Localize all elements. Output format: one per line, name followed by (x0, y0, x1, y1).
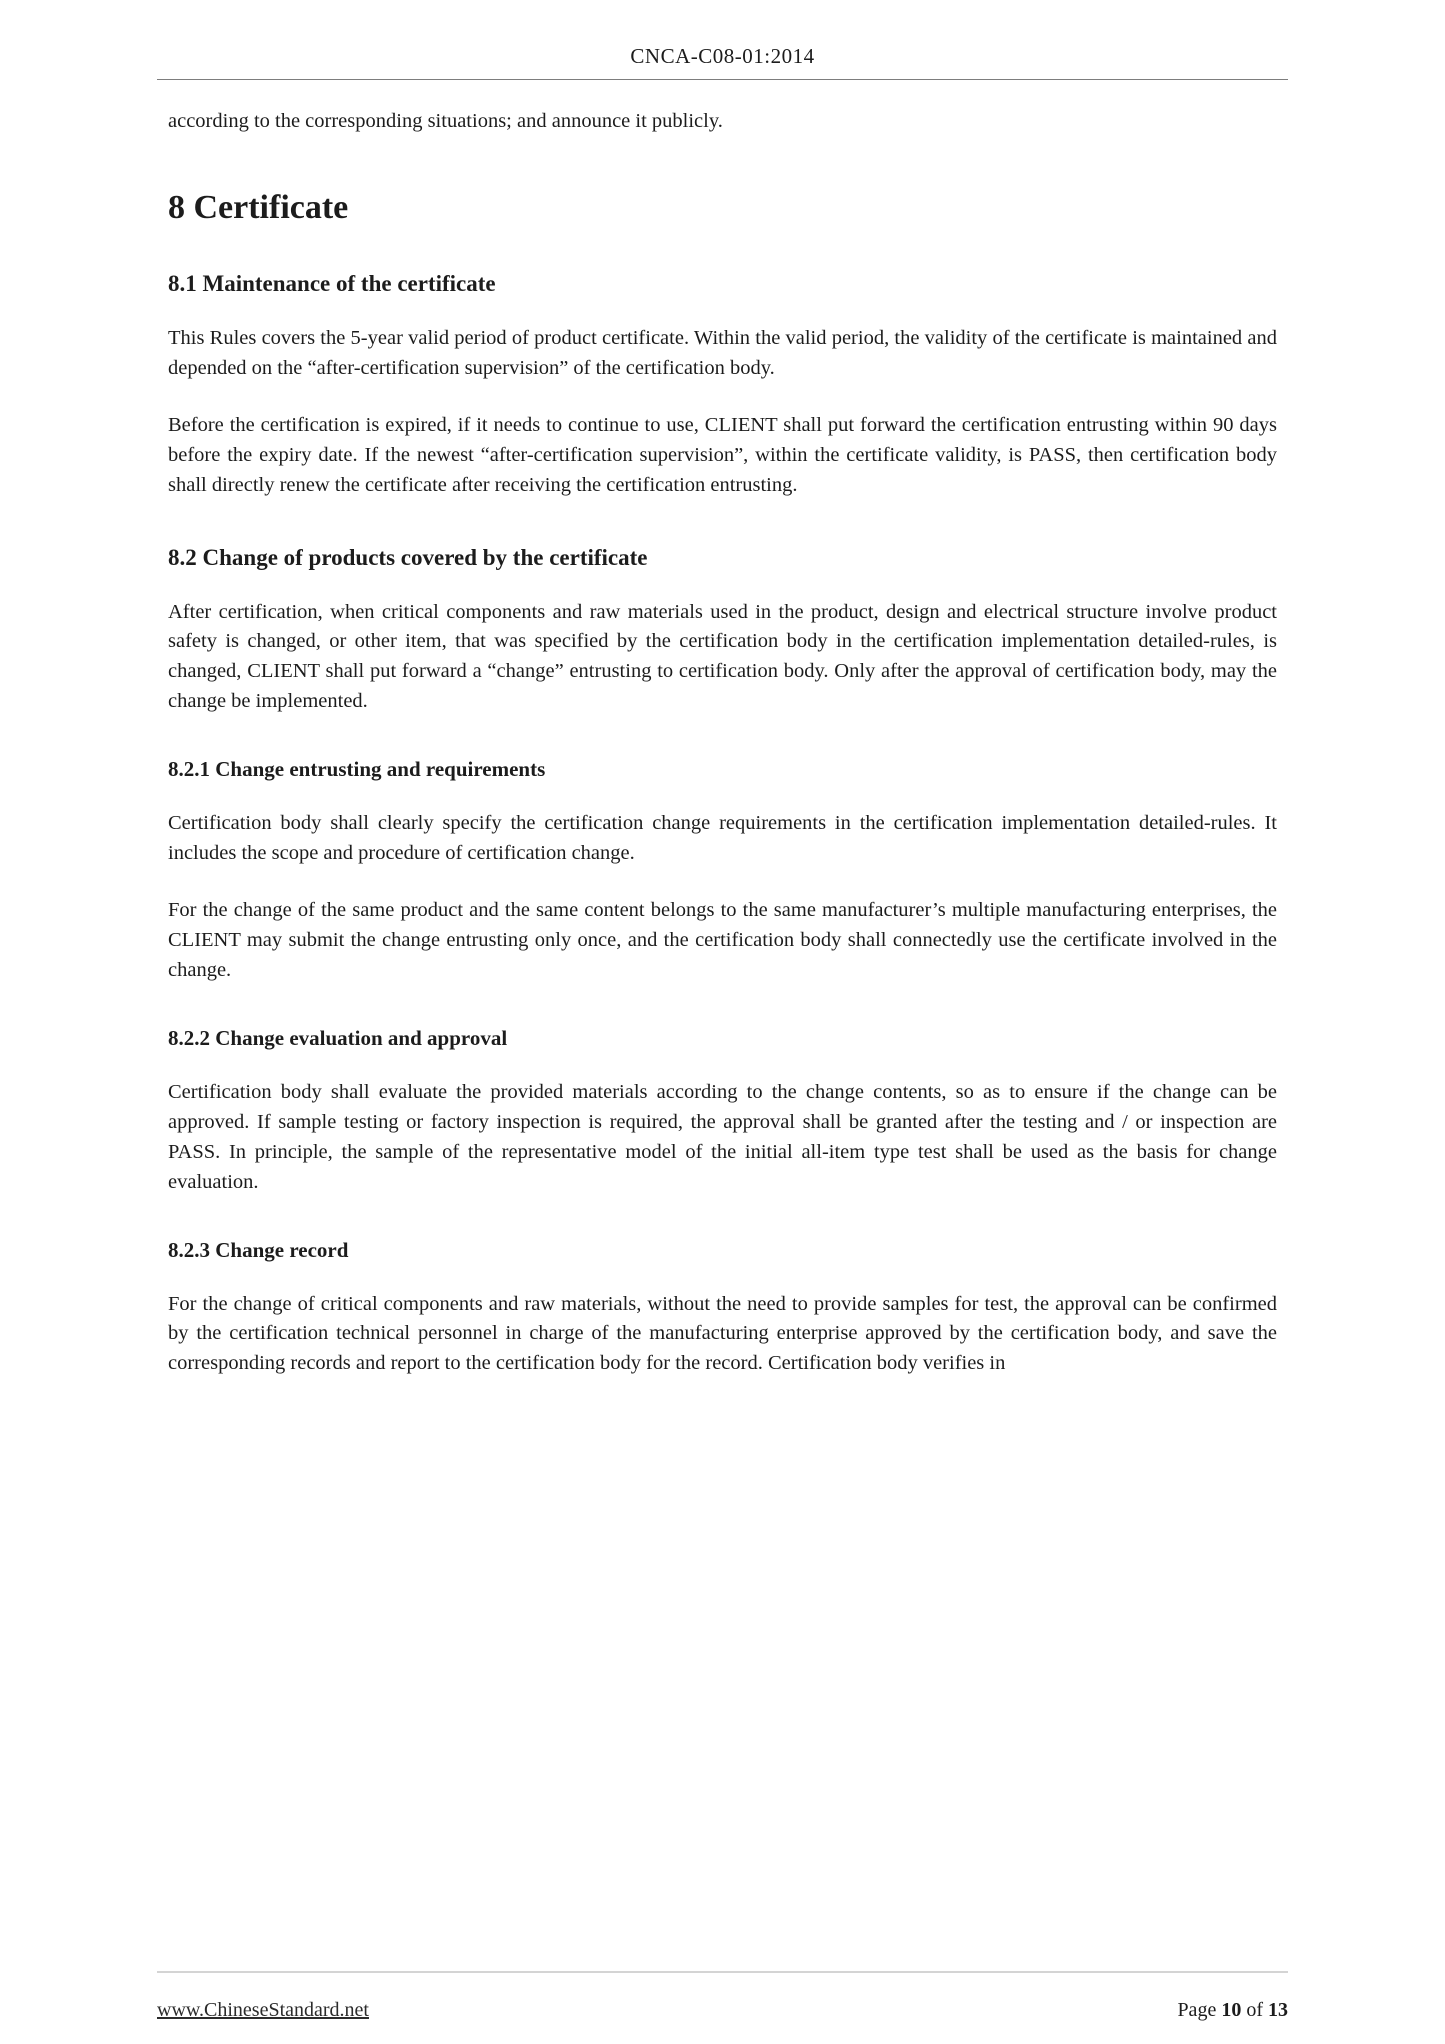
page-indicator (1177, 1999, 1288, 2022)
paragraph-intro: according to the corresponding situations; and announce it publicly. (168, 110, 723, 132)
section-8-2-2-heading: 8.2.2 Change evaluation and approval (168, 1025, 508, 1050)
section-8-2-heading: 8.2 Change of products covered by the certificate (168, 544, 648, 570)
paragraph-8-2-1-b: For the change of the same product and the same content belongs to the same manufacturer’s multiple manufacturing enterprises, the CLIENT may submit the change entrusting only once, and the certification body shall connectedly use the certificate involved in the change. (168, 899, 1277, 981)
paragraph-8-1-b: Before the certification is expired, if it needs to continue to use, CLIENT shall put forward the certification entrusting within 90 days before the expiry date. If the newest “after-certification supervision”, within the certificate validity, is PASS, then certification body shall directly renew the certificate after receiving the certification entrusting. (168, 413, 1277, 496)
document-body (0, 107, 1445, 1379)
paragraph-8-2-a: After certification, when critical components and raw materials used in the product, design and electrical structure involve product safety is changed, or other item, that was specified by the certification body in the certification implementation detailed-rules, is changed, CLIENT shall put forward a “change” entrusting to certification body. Only after the approval of certification body, may the change be implemented. (168, 600, 1277, 713)
total-pages: 13 (1268, 1999, 1288, 2021)
page-header (0, 0, 1445, 80)
footer-divider (157, 1971, 1288, 1973)
page-number: 10 (1221, 1999, 1242, 2021)
of-label: of (1246, 1999, 1263, 2021)
page-footer (157, 1971, 1288, 2022)
paragraph-8-2-2-a: Certification body shall evaluate the provided materials according to the change contents, so as to ensure if the change can be approved. If sample testing or factory inspection is required, the approval shall be granted after the testing and / or inspection are PASS. In principle, the sample of the representative model of the initial all-item type test shall be used as the basis for change evaluation. (168, 1080, 1277, 1193)
section-8-2-3-heading: 8.2.3 Change record (168, 1237, 349, 1262)
section-8-heading: 8 Certificate (168, 188, 349, 226)
page-label: Page (1177, 1999, 1217, 2021)
doc-number: CNCA-C08-01:2014 (157, 44, 1288, 80)
paragraph-8-1-a: This Rules covers the 5-year valid period of product certificate. Within the valid period, the validity of the certificate is maintained and depended on the “after-certification supervision” of the certification body. (168, 326, 1277, 379)
footer-website-link[interactable]: www.ChineseStandard.net (157, 1999, 369, 2021)
paragraph-8-2-3-a: For the change of critical components and raw materials, without the need to provide samples for test, the approval can be confirmed by the certification technical personnel in charge of the manufacturing enterprise approved by the certification body, and save the corresponding records and report to the certification body for the record. Certification body verifies in (168, 1292, 1277, 1375)
paragraph-8-2-1-a: Certification body shall clearly specify the certification change requirements in the certification implementation detailed-rules. It includes the scope and procedure of certification change. (168, 812, 1277, 865)
section-8-2-1-heading: 8.2.1 Change entrusting and requirements (168, 757, 546, 782)
section-8-1-heading: 8.1 Maintenance of the certificate (168, 270, 496, 296)
footer-row (157, 1999, 1288, 2022)
